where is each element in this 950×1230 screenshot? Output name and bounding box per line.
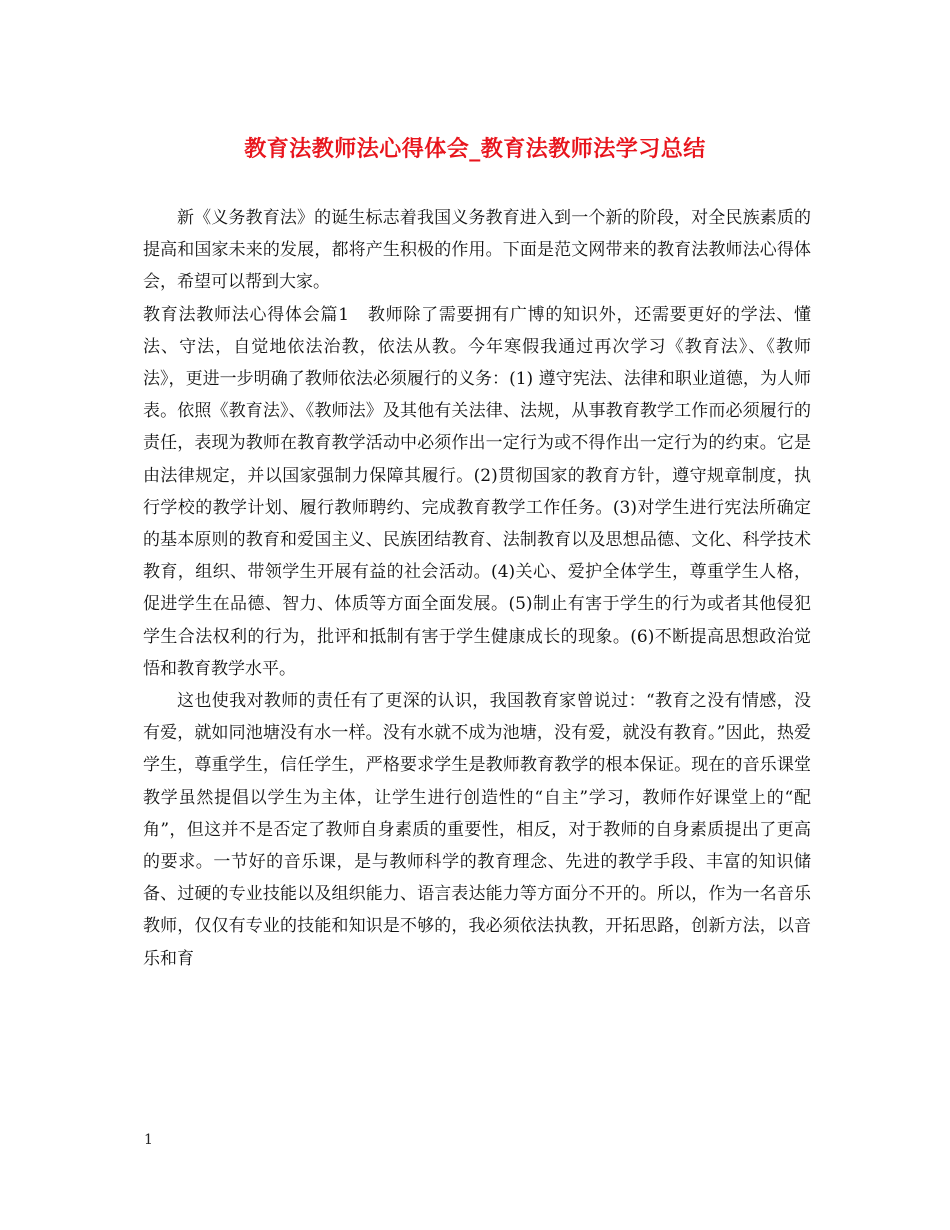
document-title: 教育法教师法心得体会_教育法教师法学习总结	[244, 137, 706, 162]
section-1-paragraph	[143, 299, 811, 685]
section-1-text: 教师除了需要拥有广博的知识外，还需要更好的学法、懂法、守法，自觉地依法治教，依法从教。今年寒假我通过再次学习《教育法》、《教师法》，更进一步明确了教师依法必须履行的义务：(1) 遵守宪法、法律和职业道德，为人师表。依照《教育法》、《教师法》及其他有关法律、法规，从事教育教学工作而必须履行的责任，表现为教师在教育教学活动中必须作出一定行为或不得作出一定行为的约束。它是由法律规定，并以国家强制力保障其履行。(2)贯彻国家的教育方针，遵守规章制度，执行学校的教学计划、履行教师聘约、完成教育教学工作任务。(3)对学生进行宪法所确定的基本原则的教育和爱国主义、民族团结教育、法制教育以及思想品德、文化、科学技术教育，组织、带领学生开展有益的社会活动。(4)关心、爱护全体学生，尊重学生人格，促进学生在品德、智力、体质等方面全面发展。(5)制止有害于学生的行为或者其他侵犯学生合法权利的行为，批评和抵制有害于学生健康成长的现象。(6)不断提高思想政治觉悟和教育教学水平。	[143, 304, 811, 679]
intro-paragraph: 新《义务教育法》的诞生标志着我国义务教育进入到一个新的阶段，对全民族素质的提高和国家未来的发展，都将产生积极的作用。下面是范文网带来的教育法教师法心得体会，希望可以帮到大家。	[143, 208, 811, 293]
section-heading: 教育法教师法心得体会篇1	[143, 304, 350, 325]
document-body	[143, 202, 811, 975]
paragraph-2: 这也使我对教师的责任有了更深的认识，我国教育家曾说过：“教育之没有情感，没有爱，就如同池塘没有水一样。没有水就不成为池塘，没有爱，就没有教育。”因此，热爱学生，尊重学生，信任学生，严格要求学生是教师教育教学的根本保证。现在的音乐课堂教学虽然提倡以学生为主体，让学生进行创造性的“自主”学习，教师作好课堂上的“配角”，但这并不是否定了教师自身素质的重要性，相反，对于教师的自身素质提出了更高的要求。一节好的音乐课，是与教师科学的教育理念、先进的教学手段、丰富的知识储备、过硬的专业技能以及组织能力、语言表达能力等方面分不开的。所以，作为一名音乐教师，仅仅有专业的技能和知识是不够的，我必须依法执教，开拓思路，创新方法，以音乐和育	[143, 691, 811, 969]
page-number: 1	[144, 1132, 153, 1148]
